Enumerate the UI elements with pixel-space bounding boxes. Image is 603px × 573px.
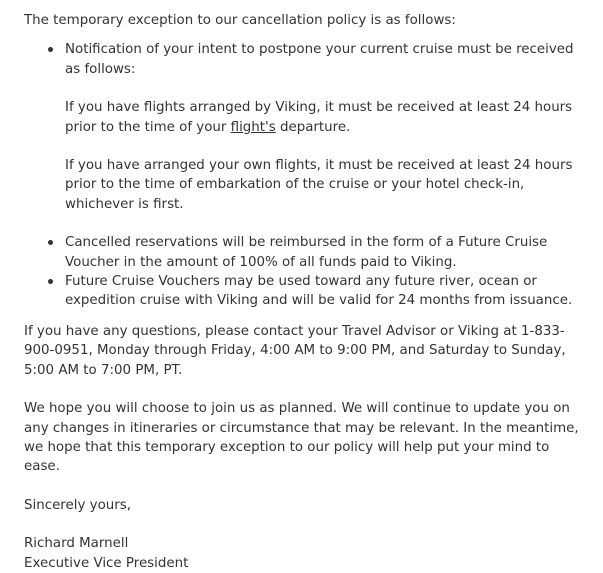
questions-paragraph: If you have any questions, please contact your Travel Advisor or Viking at 1-833-900-0951, Monday through Friday, 4:00 AM to 9:00 PM, and Saturday to Sunday, 5:00 AM to 7:00 PM, PT. — [24, 323, 566, 378]
flights-by-viking-end: departure. — [275, 119, 351, 135]
bullet-notification-text: Notification of your intent to postpone your current cruise must be received as follows: — [65, 42, 574, 77]
flights-by-viking-paragraph — [65, 98, 587, 137]
list-item-notification — [65, 40, 587, 214]
hope-paragraph: We hope you will choose to join us as planned. We will continue to update you on any changes in itineraries or circumstance that may be relevant. In the meantime, we hope that this temporary exception to our policy will help put your mind to ease. — [24, 401, 579, 475]
flights-by-viking-text: If you have flights arranged by Viking, it must be received at least 24 hours prior to the time of your — [65, 100, 573, 135]
closing-text: Sincerely yours, — [24, 497, 132, 513]
voucher-list — [24, 233, 587, 311]
own-flights-paragraph: If you have arranged your own flights, it must be received at least 24 hours prior to the time of embarkation of the cruise or your hotel check-in, whichever is first. — [65, 158, 573, 212]
list-item-voucher-usage: Future Cruise Vouchers may be used toward any future river, ocean or expedition cruise with Viking and will be valid for 24 months from issuance. — [65, 272, 587, 311]
policy-list — [24, 40, 587, 214]
signer-name: Richard Marnell — [24, 536, 129, 552]
list-item-reimbursement: Cancelled reservations will be reimbursed in the form of a Future Cruise Voucher in the amount of 100% of all funds paid to Viking. — [65, 233, 587, 272]
intro-text: The temporary exception to our cancellation policy is as follows: — [24, 13, 456, 28]
flights-link[interactable]: flight's — [230, 119, 276, 135]
signer-title: Executive Vice President — [24, 555, 189, 571]
